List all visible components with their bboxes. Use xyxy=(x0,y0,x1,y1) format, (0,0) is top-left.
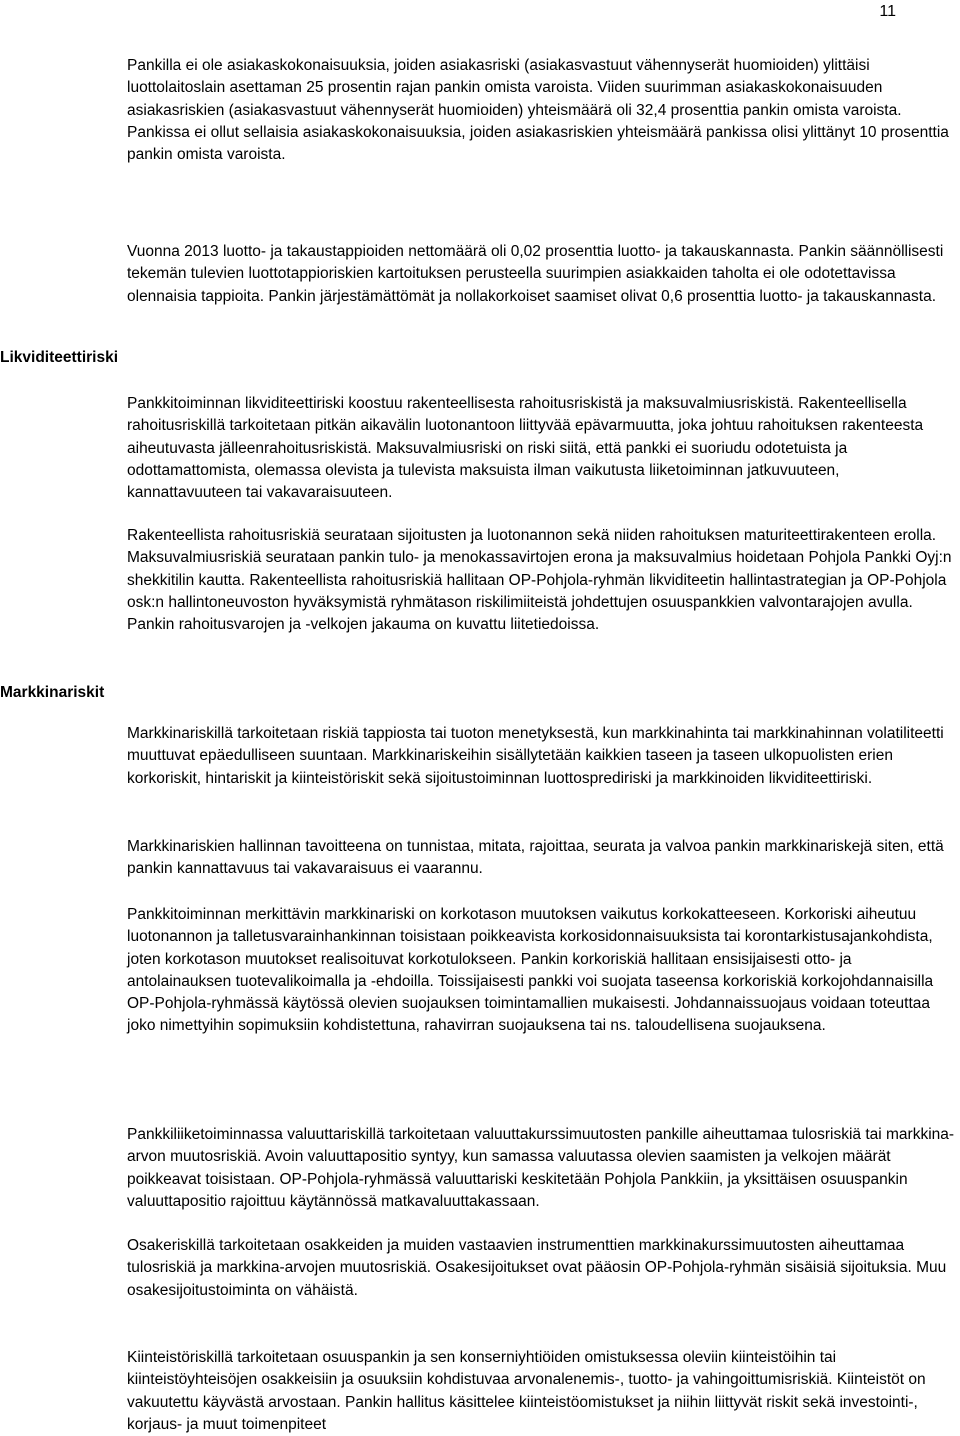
paragraph-currency-risk: Pankkiliiketoiminnassa valuuttariskillä tarkoitetaan valuuttakurssimuutosten pankille aiheuttamaa tulosriskiä tai markkina-arvon muutosriskiä. Avoin valuuttapositio syntyy, kun samassa valuutassa olevien saamisten ja velkojen määrät poikkeavat toisistaan. OP-Pohjola-ryhmässä valuuttariski keskitetään Pohjola Pankkiin, ja yksittäisen osuuspankin valuuttapositio rajoittuu käytännössä matkavaluuttakassaan. xyxy=(127,1126,955,1210)
section-label-market-risks: Markkinariskit xyxy=(0,684,105,701)
paragraph-liquidity-definition: Pankkitoiminnan likviditeettiriski koostuu rakenteellisesta rahoitusriskistä ja maksuvalmiusriskistä. Rakenteellisella rahoitusriskillä tarkoitetaan pitkän aikavälin luotonantoon liittyvää epävarmuutta, joka johtuu rahoituksen rakenteesta aiheutuvasta jälleenrahoitusriskistä. Maksuvalmiusriski on riski siitä, että pankki ei suoriudu odotetuista ja odottamattomista, olemassa olevista ja tulevista maksuista ilman vaikutusta liiketoiminnan jatkuvuuteen, kannattavuuteen tai vakavaraisuuteen. xyxy=(127,395,924,502)
paragraph-real-estate-risk: Kiinteistöriskillä tarkoitetaan osuuspankin ja sen konserniyhtiöiden omistuksessa oleviin kiinteistöihin tai kiinteistöyhteisöjen osakkeisiin ja osuuksiin kohdistuvaa arvonalenemis-, tuotto- ja vahingoittumisriskiä. Kiinteistöt on vakuutettu käyvästä arvostaan. Pankin hallitus käsittelee kiinteistöomistukset ja niihin liittyvät riskit sekä investointi-, korjaus- ja muut toimenpiteet xyxy=(127,1349,926,1433)
section-label-liquidity-risk: Likviditeettiriski xyxy=(0,349,119,366)
paragraph-market-risk-management: Markkinariskien hallinnan tavoitteena on tunnistaa, mitata, rajoittaa, seurata ja valvoa pankin markkinariskejä siten, että pankin kannattavuus tai vakavaraisuus ei vaarannu. xyxy=(127,838,944,878)
paragraph-interest-rate-risk: Pankkitoiminnan merkittävin markkinariski on korkotason muutoksen vaikutus korkokatteeseen. Korkoriski aiheutuu luotonannon ja talletusvarainhankinnan toisistaan poikkeavista korkosidonnaisuuksista tai korontarkistusajankohdista, joten korkotason muutokset realisoituvat korkotulokseen. Pankin korkoriskiä hallitaan ensisijaisesti otto- ja antolainauksen tuotevalikoimalla ja -ehdoilla. Toissijaisesti pankki voi suojata taseensa korkoriskiä korkojohdannaisilla OP-Pohjola-ryhmässä käytössä olevien suojauksen toimintamallien mukaisesti. Johdannaissuojaus voidaan toteuttaa joko nimettyihin sopimuksiin kohdistettuna, rahavirran suojauksena tai ns. taloudellisena suojauksena. xyxy=(127,906,934,1035)
paragraph-credit-losses: Vuonna 2013 luotto- ja takaustappioiden nettomäärä oli 0,02 prosenttia luotto- ja takauskannasta. Pankin säännöllisesti tekemän tulevien luottotappioriskien kartoituksen perusteella suurimpien asiakkaiden taholta ei ole odotettavissa olennaisia tappioita. Pankin järjestämättömät ja nollakorkoiset saamiset olivat 0,6 prosenttia luotto- ja takauskannasta. xyxy=(127,243,944,305)
paragraph-funding-risk: Rakenteellista rahoitusriskiä seurataan sijoitusten ja luotonannon sekä niiden rahoituksen maturiteettirakenteen erolla. Maksuvalmiusriskiä seurataan pankin tulo- ja menokassavirtojen erona ja maksuvalmius hoidetaan Pohjola Pankki Oyj:n shekkitilin kautta. Rakenteellista rahoitusriskiä hallitaan OP-Pohjola-ryhmän likviditeetin hallintastrategian ja OP-Pohjola osk:n hallintoneuvoston hyväksymistä ryhmätason riskilimiiteistä johdettujen osuuspankkien valvontarajojen avulla. Pankin rahoitusvarojen ja -velkojen jakauma on kuvattu liitetiedoissa. xyxy=(127,527,952,634)
paragraph-equity-risk: Osakeriskillä tarkoitetaan osakkeiden ja muiden vastaavien instrumenttien markkinakurssimuutosten aiheuttamaa tulosriskiä ja markkina-arvojen muutosriskiä. Osakesijoitukset ovat pääosin OP-Pohjola-ryhmän sisäisiä sijoituksia. Muu osakesijoitustoiminta on vähäistä. xyxy=(127,1237,947,1299)
paragraph-market-risk-definition: Markkinariskillä tarkoitetaan riskiä tappiosta tai tuoton menetyksestä, kun markkinahinta tai markkinahinnan volatiliteetti muuttuvat epäedulliseen suuntaan. Markkinariskeihin sisällytetään kaikkien taseen ja taseen ulkopuolisten erien korkoriskit, hintariskit ja kiinteistöriskit sekä sijoitustoiminnan luottosprediriski ja markkinoiden likviditeettiriski. xyxy=(127,725,944,787)
paragraph-customer-risk: Pankilla ei ole asiakaskokonaisuuksia, joiden asiakasriski (asiakasvastuut vähennyserät huomioiden) ylittäisi luottolaitoslain asettaman 25 prosentin rajan pankin omista varoista. Viiden suurimman asiakaskokonaisuuden asiakasriskien (asiakasvastuut vähennyserät huomioiden) yhteismäärä oli 32,4 prosenttia pankin omista varoista. Pankissa ei ollut sellaisia asiakaskokonaisuuksia, joiden asiakasriskien yhteismäärä pankissa olisi ylittänyt 10 prosenttia pankin omista varoista. xyxy=(127,57,949,164)
page-number: 11 xyxy=(879,3,896,20)
